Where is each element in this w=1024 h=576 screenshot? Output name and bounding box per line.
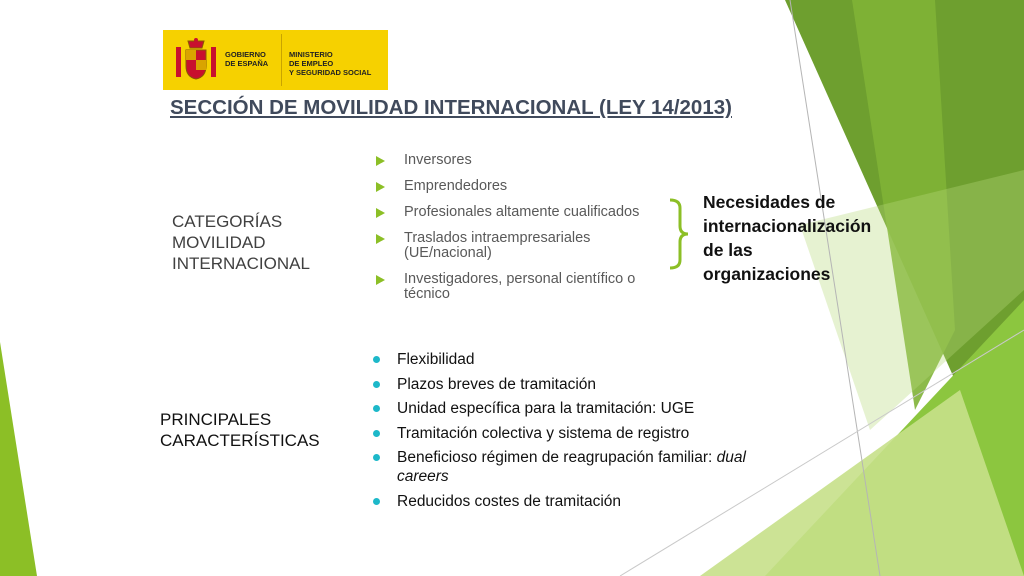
left-green-shape [0,342,37,576]
list-item [373,375,813,394]
list-item [374,231,649,261]
list-item [373,492,813,511]
list-item-text: Tramitación colectiva y sistema de registro [397,424,690,442]
list-item [373,448,787,486]
government-logo [163,30,388,90]
list-item-text: Emprendedores [404,178,508,194]
circle-bullet-icon [373,405,380,412]
needs-text: Necesidades de internacionalización de las organizaciones [703,192,872,284]
list-item-text: Investigadores, personal científico o técnico [404,271,636,302]
circle-bullet-icon [373,498,380,505]
triangle-bullet-icon [376,208,385,218]
triangle-bullet-icon [376,234,385,244]
curly-brace-icon [668,198,690,270]
list-item [374,272,674,302]
triangle-bullet-icon [376,275,385,285]
logo-gobierno-text: GOBIERNO DE ESPAÑA [225,50,269,68]
list-item [374,153,674,168]
list-item [374,205,674,220]
list-item-emphasis: dual careers [397,449,746,485]
triangle-bullet-icon [376,156,385,166]
list-item [374,179,674,194]
list-item [373,350,813,369]
circle-bullet-icon [373,356,380,363]
list-item-text: Beneficioso régimen de reagrupación familiar: [397,449,717,466]
list-item [373,424,813,443]
slide-title: SECCIÓN DE MOVILIDAD INTERNACIONAL (LEY 14/2013) [170,96,732,119]
categories-list [374,153,674,313]
features-label: PRINCIPALES CARACTERÍSTICAS [160,410,320,450]
logo-ministerio-text: MINISTERIO DE EMPLEO Y SEGURIDAD SOCIAL [289,50,372,77]
list-item-text: Reducidos costes de tramitación [397,492,622,510]
list-item-text: Traslados intraempresariales (UE/nacional) [404,230,591,261]
list-item-text: Inversores [404,152,472,168]
logo-separator [281,34,282,86]
coat-of-arms-icon [173,37,219,83]
list-item-text: Flexibilidad [397,351,475,368]
circle-bullet-icon [373,381,380,388]
circle-bullet-icon [373,454,380,461]
list-item [373,399,813,418]
list-item-text: Plazos breves de tramitación [397,375,597,393]
list-item-text: Unidad específica para la tramitación: UGE [397,400,695,417]
categories-label: CATEGORÍAS MOVILIDAD INTERNACIONAL [172,212,310,273]
circle-bullet-icon [373,430,380,437]
triangle-bullet-icon [376,182,385,192]
features-list [373,350,813,516]
list-item-text: Profesionales altamente cualificados [404,204,640,220]
